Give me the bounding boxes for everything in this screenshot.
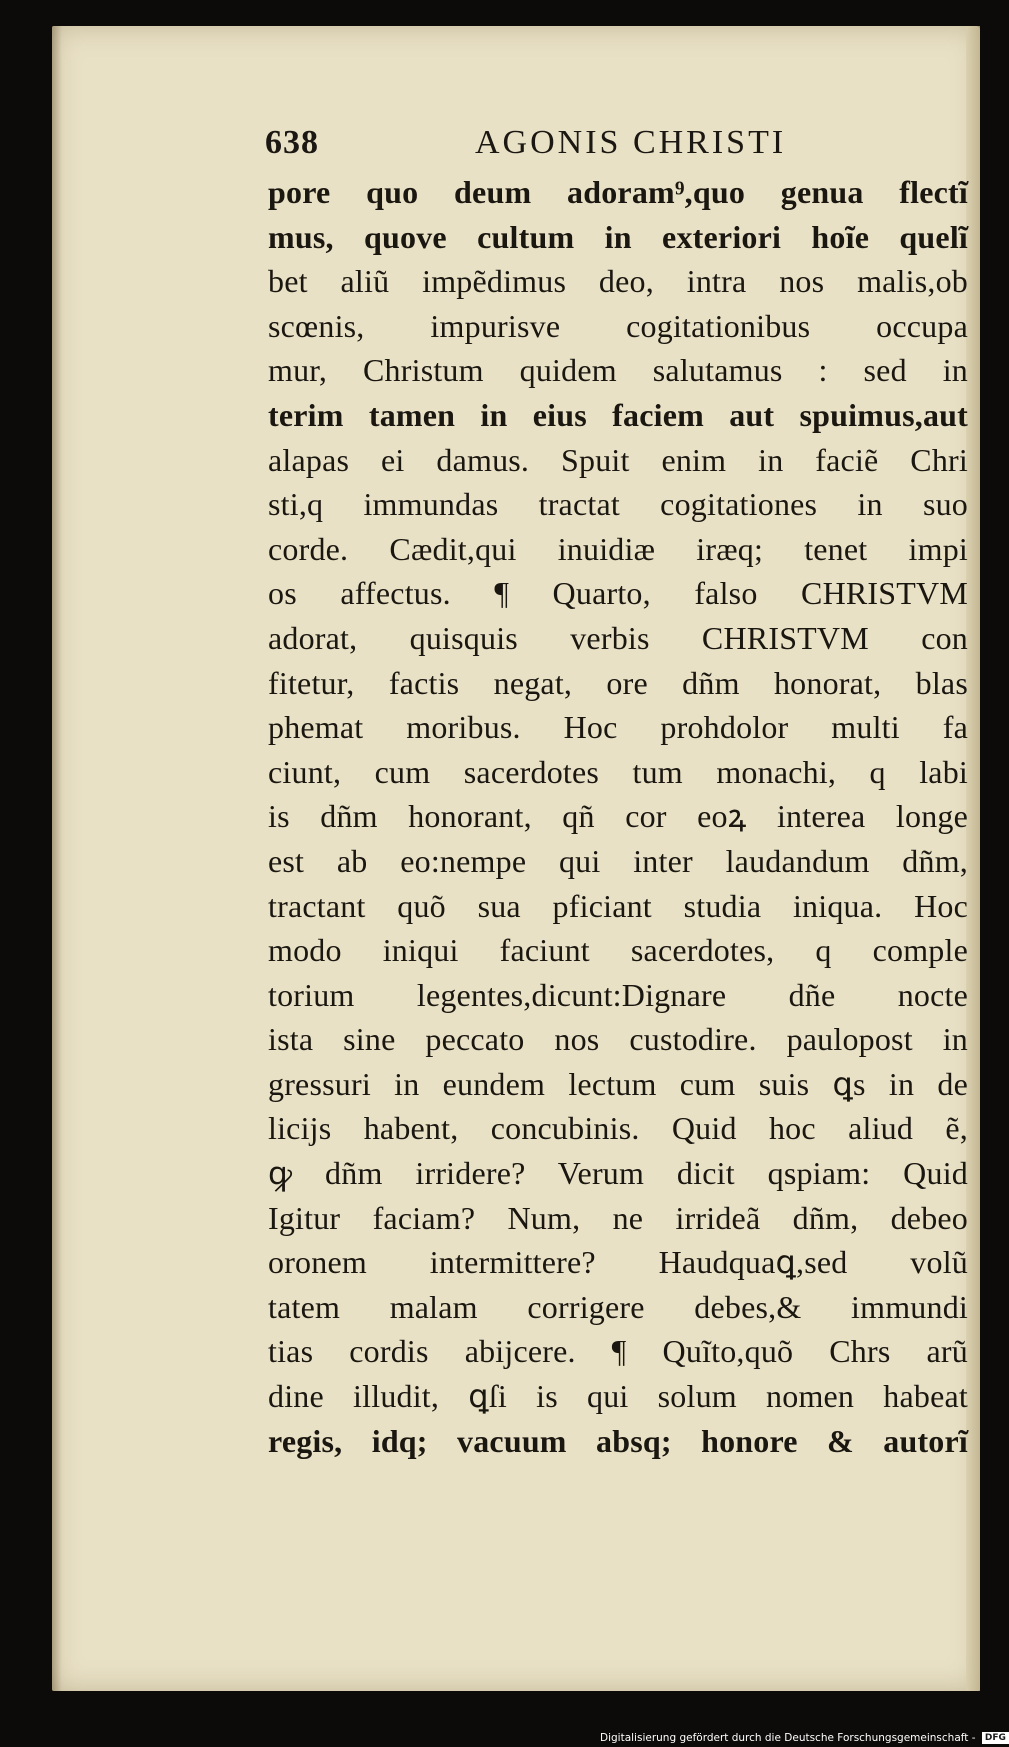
text-line: mus, quove cultum in exteriori hoĩe quelĩ	[268, 218, 968, 255]
text-line: alapas ei damus. Spuit enim in faciẽ Chri	[268, 441, 968, 478]
text-line: tias cordis abijcere. ¶ Quĩto,quõ Chrs arũ	[268, 1333, 968, 1370]
text-line: os affectus. ¶ Quarto, falso CHRISTVM	[268, 575, 968, 612]
text-line: mur, Christum quidem salutamus : sed in	[268, 352, 968, 389]
text-line: tractant quõ sua pficiant studia iniqua. Hoc	[268, 887, 968, 924]
text-line: regis, idq; vacuum absq; honore & autorĩ	[268, 1422, 968, 1459]
text-line: modo iniqui faciunt sacerdotes, q comple	[268, 932, 968, 969]
credit-text: Digitalisierung gefördert durch die Deutsche Forschungsgemeinschaft -	[600, 1732, 976, 1744]
text-line: is dñm honorant, qñ cor eoꝝ interea longe	[268, 798, 968, 835]
text-line: ciunt, cum sacerdotes tum monachi, q labi	[268, 753, 968, 790]
text-line: dine illudit, ꝗſi is qui solum nomen habeat	[268, 1378, 968, 1415]
page-edge	[966, 26, 980, 1691]
text-line: pore quo deum adoram⁹,quo genua flectĩ	[268, 174, 968, 210]
text-line: bet aliũ impẽdimus deo, intra nos malis,ob	[268, 263, 968, 300]
text-line: scœnis, impurisve cogitationibus occupa	[268, 307, 968, 344]
page-number: 638	[265, 124, 319, 161]
text-line: corde. Cædit,qui inuidiæ iræq; tenet impi	[268, 530, 968, 567]
text-line: terim tamen in eius faciem aut spuimus,aut	[268, 396, 968, 433]
text-line: phemat moribus. Hoc prohdolor multi fa	[268, 709, 968, 746]
text-line: torium legentes,dicunt:Dignare dñe nocte	[268, 976, 968, 1013]
page-gutter-shadow	[52, 26, 62, 1691]
dfg-logo: DFG	[982, 1732, 1009, 1744]
text-line: oronem intermittere? Haudquaꝗ,sed volũ	[268, 1244, 968, 1281]
text-line: est ab eo:nempe qui inter laudandum dñm,	[268, 842, 968, 879]
body-text	[268, 170, 968, 1463]
text-line: adorat, quisquis verbis CHRISTVM con	[268, 619, 968, 656]
text-line: licijs habent, concubinis. Quid hoc aliud ẽ,	[268, 1110, 968, 1147]
page-header	[265, 124, 845, 168]
text-line: ista sine peccato nos custodire. paulopost in	[268, 1021, 968, 1058]
text-line: ꝙ dñm irridere? Verum dicit qspiam: Quid	[268, 1155, 968, 1192]
digitization-credit	[600, 1730, 1006, 1747]
text-line: Igitur faciam? Num, ne irrideã dñm, debeo	[268, 1199, 968, 1236]
text-line: sti,q immundas tractat cogitationes in suo	[268, 486, 968, 523]
text-line: fitetur, factis negat, ore dñm honorat, blas	[268, 664, 968, 701]
running-head: AGONIS CHRISTI	[475, 124, 787, 161]
text-line: tatem malam corrigere debes,& immundi	[268, 1288, 968, 1325]
text-line: gressuri in eundem lectum cum suis ꝗs in de	[268, 1065, 968, 1102]
